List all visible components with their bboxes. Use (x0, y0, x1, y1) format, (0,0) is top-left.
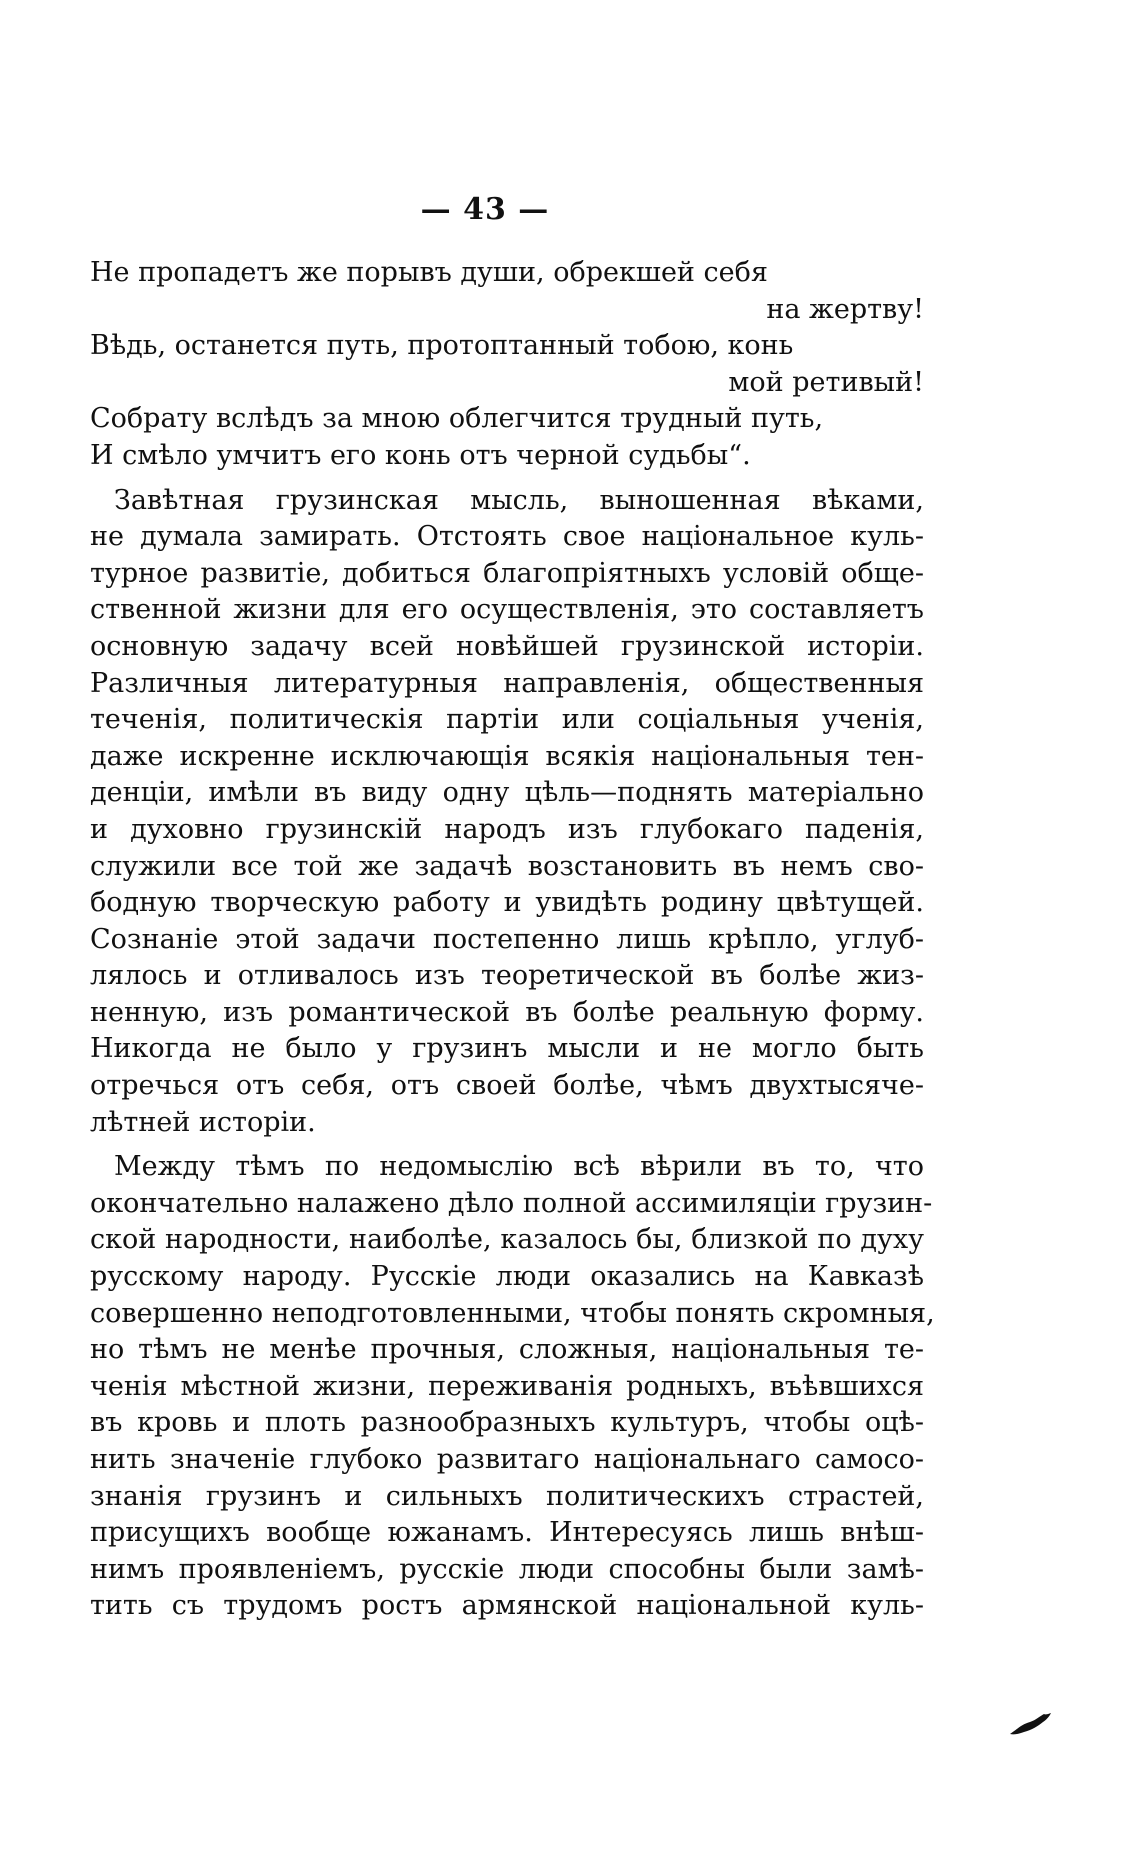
paragraph-line: Никогда не было у грузинъ мысли и не могло быть (90, 1033, 924, 1065)
paragraph-line: не думала замирать. Отстоять свое національное куль- (90, 521, 924, 553)
paragraph-line: присущихъ вообще южанамъ. Интересуясь лишь внѣш- (90, 1517, 924, 1549)
verse-block (90, 255, 924, 475)
verse-line: И смѣло умчитъ его конь отъ черной судьбы“. (90, 439, 751, 471)
verse-line: на жертву! (766, 293, 924, 325)
paragraph-line: и духовно грузинскій народъ изъ глубокаго паденія, (90, 813, 924, 845)
paragraph (90, 1149, 935, 1625)
paragraph-line: нить значеніе глубоко развитаго національнаго самосо- (90, 1444, 924, 1475)
verse-line: Вѣдь, останется путь, протоптанный тобою, конь (90, 330, 794, 362)
paragraph-line: Различныя литературныя направленія, общественныя (90, 667, 924, 699)
paragraph-line: русскому народу. Русскіе люди оказались на Кавказѣ (90, 1261, 924, 1293)
paragraph-line: но тѣмъ не менѣе прочныя, сложныя, національныя те- (90, 1334, 924, 1366)
ink-blot-shape (1010, 1713, 1051, 1734)
paragraph-line: совершенно неподготовленными, чтобы понять скромныя, (90, 1297, 935, 1329)
paragraph-line: окончательно налажено дѣло полной ассимиляціи грузин- (90, 1187, 933, 1219)
paragraph-line: ченія мѣстной жизни, переживанія родныхъ, въѣвшихся (90, 1370, 924, 1402)
paragraph-line: бодную творческую работу и увидѣть родину цвѣтущей. (90, 887, 924, 919)
paragraph (90, 483, 924, 1142)
paragraph-line: тить съ трудомъ ростъ армянской національной куль- (90, 1590, 924, 1622)
paragraph-line: лѣтней исторіи. (90, 1106, 316, 1138)
paragraph-line: денціи, имѣли въ виду одну цѣль—поднять матеріально (90, 777, 924, 809)
paragraph-line: теченія, политическія партіи или соціальныя ученія, (90, 704, 924, 736)
paragraph-line: служили все той же задачѣ возстановить въ немъ сво- (90, 850, 924, 882)
paragraph-line: нимъ проявленіемъ, русскіе люди способны были замѣ- (90, 1553, 924, 1585)
paragraph-line: отречься отъ себя, отъ своей болѣе, чѣмъ двухтысяче- (90, 1070, 924, 1102)
paragraph-line: въ кровь и плоть разнообразныхъ культуръ, чтобы оцѣ- (90, 1407, 924, 1439)
paragraph-line: Завѣтная грузинская мысль, выношенная вѣками, (114, 484, 924, 516)
paragraph-line: знанія грузинъ и сильныхъ политическихъ страстей, (90, 1480, 924, 1512)
verse-line: Не пропадетъ же порывъ души, обрекшей себя (90, 257, 768, 288)
paragraph-line: ственной жизни для его осуществленія, это составляетъ (90, 594, 924, 626)
paragraph-line: лялось и отливалось изъ теоретической въ болѣе жиз- (90, 960, 924, 992)
page-number: — 43 — (420, 192, 550, 227)
paragraph-line: турное развитіе, добиться благопріятныхъ условій обще- (90, 557, 924, 589)
page-body (90, 255, 935, 1625)
paragraph-line: основную задачу всей новѣйшей грузинской исторіи. (90, 630, 924, 662)
verse-line: Собрату вслѣдъ за мною облегчится трудный путь, (90, 403, 824, 435)
ink-blot-icon (1008, 1712, 1052, 1736)
paragraph-line: даже искренне исключающія всякія національныя тен- (90, 740, 924, 772)
paragraph-line: ской народности, наиболѣе, казалось бы, близкой по духу (90, 1224, 924, 1256)
paragraph-line: Между тѣмъ по недомыслію всѣ вѣрили въ то, что (114, 1151, 924, 1183)
paragraph-line: ненную, изъ романтической въ болѣе реальную форму. (90, 996, 924, 1028)
verse-line: мой ретивый! (728, 366, 924, 398)
paragraph-line: Сознаніе этой задачи постепенно лишь крѣпло, углуб- (90, 923, 924, 955)
